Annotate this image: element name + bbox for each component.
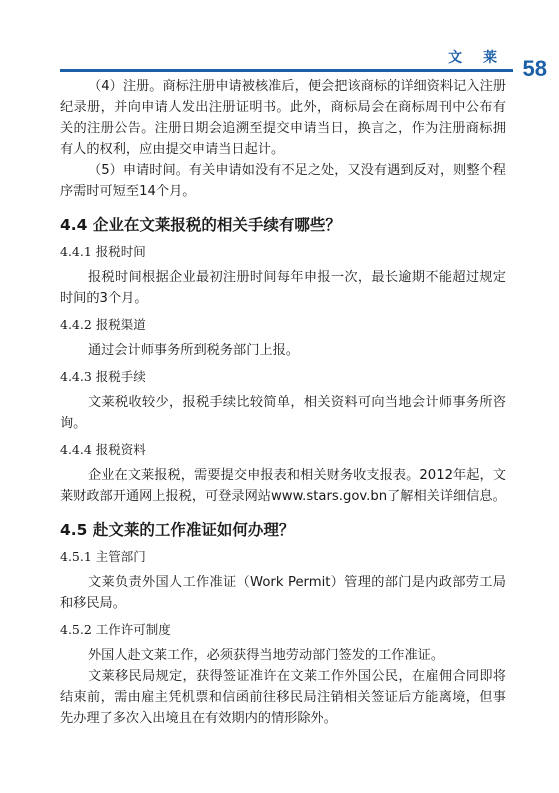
subsection-heading-4-5-1: 4.5.1 主管部门 bbox=[60, 549, 146, 564]
subsection-body-4-5-2-b: 文莱移民局规定，获得签证准许在文莱工作外国公民，在雇佣合同即将结束前，需由雇主凭机票和信函前往移民局注销相关签证后方能离境，但事先办理了多次入出境且在有效期内的情形除外。 bbox=[60, 669, 506, 726]
section-heading-4-5: 4.5 赴文莱的工作准证如何办理？ bbox=[60, 521, 295, 539]
subsection-heading-4-5-2: 4.5.2 工作许可制度 bbox=[60, 622, 171, 637]
subsection-body-4-5-2-a: 外国人赴文莱工作，必须获得当地劳动部门签发的工作准证。 bbox=[88, 648, 445, 663]
subsection-body-4-4-1: 报税时间根据企业最初注册时间每年申报一次，最长逾期不能超过规定时间的3个月。 bbox=[60, 270, 506, 306]
paragraph-application-time: （5）申请时间。有关申请如没有不足之处，又没有遇到反对，则整个程序需时可短至14个月。 bbox=[60, 163, 506, 199]
subsection-heading-4-4-1: 4.4.1 报税时间 bbox=[60, 244, 146, 259]
header-rule bbox=[60, 69, 513, 72]
subsection-body-4-5-1: 文莱负责外国人工作准证（Work Permit）管理的部门是内政部劳工局和移民局。 bbox=[60, 575, 506, 611]
page-body bbox=[60, 76, 506, 729]
subsection-heading-4-4-4: 4.4.4 报税资料 bbox=[60, 442, 146, 457]
subsection-body-4-4-2: 通过会计师事务所到税务部门上报。 bbox=[88, 343, 299, 358]
subsection-heading-4-4-2: 4.4.2 报税渠道 bbox=[60, 317, 146, 332]
subsection-heading-4-4-3: 4.4.3 报税手续 bbox=[60, 369, 146, 384]
page-number: 58 bbox=[522, 56, 547, 81]
section-label: 文 莱 bbox=[448, 50, 505, 66]
paragraph-registration: （4）注册。商标注册申请被核准后，便会把该商标的详细资料记入注册纪录册，并向申请人发出注册证明书。此外，商标局会在商标周刊中公布有关的注册公告。注册日期会追溯至提交申请当日，换言之，作为注册商标拥有人的权利，应由提交申请当日起计。 bbox=[60, 79, 506, 157]
subsection-body-4-4-4: 企业在文莱报税，需要提交申报表和相关财务收支报表。2012年起，文莱财政部开通网上报税，可登录网站www.stars.gov.bn了解相关详细信息。 bbox=[60, 468, 506, 504]
section-heading-4-4: 4.4 企业在文莱报税的相关手续有哪些？ bbox=[60, 216, 341, 234]
subsection-body-4-4-3: 文莱税收较少，报税手续比较简单，相关资料可向当地会计师事务所咨询。 bbox=[60, 395, 506, 431]
